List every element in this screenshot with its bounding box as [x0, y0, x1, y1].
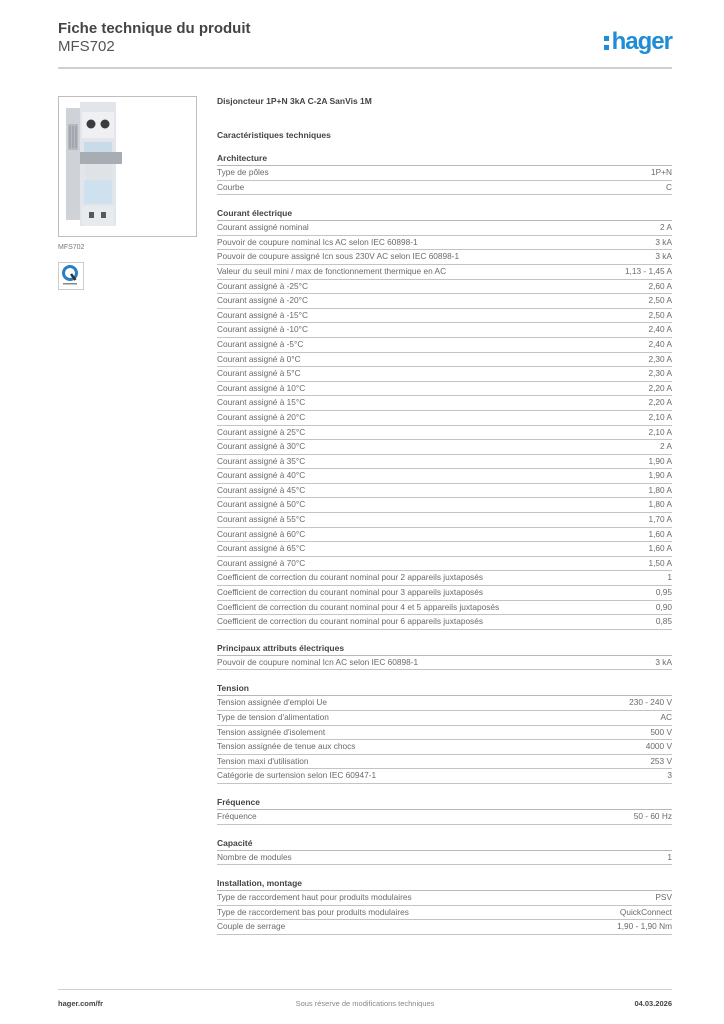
- spec-row: [217, 769, 672, 784]
- spec-row: [217, 236, 672, 251]
- spec-label: Courant assigné à 50°C: [217, 499, 306, 510]
- spec-value: QuickConnect: [619, 906, 672, 917]
- spec-value: 1,70 A: [648, 514, 672, 525]
- spec-row: [217, 323, 672, 338]
- spec-groups: [217, 153, 672, 935]
- spec-label: Type de raccordement haut pour produits modulaires: [217, 892, 412, 903]
- spec-value: 2,40 A: [648, 338, 672, 349]
- spec-value: 3 kA: [655, 236, 672, 247]
- spec-label: Courant assigné à 40°C: [217, 470, 306, 481]
- spec-label: Courant assigné à 15°C: [217, 397, 306, 408]
- spec-value: 3 kA: [655, 656, 672, 667]
- spec-label: Courant assigné à 25°C: [217, 426, 306, 437]
- spec-row: [217, 469, 672, 484]
- spec-group: [217, 797, 672, 825]
- spec-row: [217, 740, 672, 755]
- spec-row: [217, 455, 672, 470]
- spec-row: [217, 396, 672, 411]
- product-code: MFS702: [58, 38, 115, 55]
- spec-value: C: [666, 181, 672, 192]
- spec-label: Pouvoir de coupure nominal Icn AC selon IEC 60898-1: [217, 656, 419, 667]
- image-caption: MFS702: [58, 244, 85, 251]
- spec-label: Coefficient de correction du courant nominal pour 4 et 5 appareils juxtaposés: [217, 601, 500, 612]
- spec-label: Tension assignée d'emploi Ue: [217, 697, 327, 708]
- spec-label: Type de tension d'alimentation: [217, 712, 329, 722]
- spec-group-title: Fréquence: [217, 797, 672, 810]
- page-header: [58, 20, 672, 56]
- spec-row: [217, 571, 672, 586]
- spec-group-title: Tension: [217, 683, 672, 696]
- spec-value: 1,13 - 1,45 A: [624, 265, 672, 276]
- spec-row: [217, 906, 672, 921]
- spec-row: [217, 810, 672, 825]
- spec-label: Tension maxi d'utilisation: [217, 755, 309, 766]
- spec-label: Coefficient de correction du courant nominal pour 6 appareils juxtaposés: [217, 616, 483, 627]
- product-name: Disjoncteur 1P+N 3kA C-2A SanVis 1M: [217, 96, 372, 106]
- spec-label: Tension assignée d'isolement: [217, 726, 326, 737]
- spec-label: Courbe: [217, 181, 245, 192]
- spec-value: 3: [667, 770, 672, 781]
- circuit-breaker-image: [66, 102, 124, 230]
- spec-row: [217, 615, 672, 630]
- spec-label: Courant assigné à -20°C: [217, 295, 308, 306]
- spec-group-title: Architecture: [217, 153, 672, 166]
- spec-label: Fréquence: [217, 810, 257, 821]
- spec-label: Tension assignée de tenue aux chocs: [217, 741, 356, 752]
- spec-group-title: Courant électrique: [217, 208, 672, 221]
- spec-row: [217, 542, 672, 557]
- spec-label: Courant assigné à 55°C: [217, 514, 306, 525]
- spec-value: 1,60 A: [648, 543, 672, 554]
- spec-value: 0,85: [655, 616, 672, 627]
- spec-row: [217, 382, 672, 397]
- spec-row: [217, 601, 672, 616]
- spec-label: Courant assigné à -10°C: [217, 324, 308, 335]
- spec-row: [217, 309, 672, 324]
- spec-group: [217, 878, 672, 935]
- spec-row: [217, 294, 672, 309]
- spec-value: 2,30 A: [648, 368, 672, 379]
- spec-label: Coefficient de correction du courant nominal pour 2 appareils juxtaposés: [217, 572, 483, 583]
- footer-disclaimer: Sous réserve de modifications techniques: [295, 999, 435, 1008]
- spec-value: 1,80 A: [648, 499, 672, 510]
- spec-label: Courant assigné à 45°C: [217, 484, 306, 495]
- spec-label: Couple de serrage: [217, 921, 286, 932]
- spec-group-title: Principaux attributs électriques: [217, 643, 672, 656]
- spec-value: 253 V: [650, 755, 672, 766]
- spec-value: 1,90 A: [648, 455, 672, 466]
- spec-label: Pouvoir de coupure assigné Icn sous 230V AC selon IEC 60898-1: [217, 251, 460, 262]
- spec-label: Pouvoir de coupure nominal Ics AC selon IEC 60898-1: [217, 236, 418, 247]
- spec-row: [217, 181, 672, 196]
- spec-row: [217, 338, 672, 353]
- spec-value: 1,60 A: [648, 528, 672, 539]
- spec-group: [217, 683, 672, 784]
- spec-value: 4000 V: [645, 741, 672, 752]
- spec-value: 2,20 A: [648, 382, 672, 393]
- spec-value: 2,10 A: [648, 411, 672, 422]
- spec-value: 2 A: [660, 441, 672, 452]
- section-title: Caractéristiques techniques: [217, 130, 331, 140]
- logo-colon-icon: [604, 36, 610, 50]
- spec-row: [217, 851, 672, 866]
- spec-value: 1,90 - 1,90 Nm: [617, 921, 672, 932]
- spec-value: 230 - 240 V: [629, 697, 672, 708]
- spec-label: Type de raccordement bas pour produits modulaires: [217, 906, 409, 917]
- spec-value: 2,50 A: [648, 309, 672, 320]
- spec-row: [217, 498, 672, 513]
- badge-q-icon: [59, 263, 81, 287]
- spec-row: [217, 726, 672, 741]
- spec-label: Valeur du seuil mini / max de fonctionnement thermique en AC: [217, 265, 447, 276]
- spec-label: Courant assigné à 70°C: [217, 557, 306, 568]
- spec-row: [217, 353, 672, 368]
- spec-row: [217, 513, 672, 528]
- spec-row: [217, 426, 672, 441]
- product-image-column: [58, 96, 198, 290]
- spec-row: [217, 484, 672, 499]
- spec-label: Catégorie de surtension selon IEC 60947-1: [217, 770, 377, 781]
- spec-value: 0,95: [655, 587, 672, 598]
- spec-row: [217, 891, 672, 906]
- footer-date: 04.03.2026: [634, 999, 672, 1008]
- spec-value: 1,80 A: [648, 484, 672, 495]
- spec-value: 1: [667, 572, 672, 583]
- spec-row: [217, 411, 672, 426]
- specifications: [217, 95, 672, 935]
- hager-logo: [604, 28, 672, 56]
- spec-row: [217, 586, 672, 601]
- spec-label: Coefficient de correction du courant nominal pour 3 appareils juxtaposés: [217, 587, 483, 598]
- spec-row: [217, 557, 672, 572]
- spec-label: Courant assigné à 60°C: [217, 528, 306, 539]
- spec-label: Courant assigné à 35°C: [217, 455, 306, 466]
- spec-row: [217, 656, 672, 671]
- footer-divider: [58, 989, 672, 990]
- spec-row: [217, 280, 672, 295]
- spec-group: [217, 208, 672, 630]
- spec-value: 1,50 A: [648, 557, 672, 568]
- spec-value: 3 kA: [655, 251, 672, 262]
- spec-label: Courant assigné nominal: [217, 222, 309, 233]
- document-title: Fiche technique du produit: [58, 20, 251, 37]
- spec-label: Courant assigné à 20°C: [217, 411, 306, 422]
- spec-value: PSV: [655, 892, 672, 903]
- spec-row: [217, 367, 672, 382]
- spec-label: Courant assigné à 10°C: [217, 382, 306, 393]
- spec-value: 2,10 A: [648, 426, 672, 437]
- spec-value: 2,50 A: [648, 295, 672, 306]
- spec-row: [217, 265, 672, 280]
- spec-row: [217, 221, 672, 236]
- spec-value: 50 - 60 Hz: [633, 810, 672, 821]
- spec-label: Courant assigné à -5°C: [217, 338, 304, 349]
- spec-value: AC: [660, 712, 672, 722]
- spec-label: Courant assigné à 30°C: [217, 441, 306, 452]
- spec-group: [217, 153, 672, 195]
- spec-value: 2 A: [660, 222, 672, 233]
- spec-value: 0,90: [655, 601, 672, 612]
- spec-row: [217, 250, 672, 265]
- spec-row: [217, 440, 672, 455]
- spec-value: 2,20 A: [648, 397, 672, 408]
- spec-group-title: Installation, montage: [217, 878, 672, 891]
- spec-group: [217, 643, 672, 671]
- spec-label: Courant assigné à -25°C: [217, 280, 308, 291]
- spec-value: 1: [667, 851, 672, 862]
- footer-website-link[interactable]: hager.com/fr: [58, 999, 104, 1008]
- spec-group: [217, 838, 672, 866]
- spec-label: Courant assigné à 0°C: [217, 353, 301, 364]
- product-image: [58, 96, 197, 237]
- spec-label: Courant assigné à 65°C: [217, 543, 306, 554]
- spec-label: Courant assigné à 5°C: [217, 368, 301, 379]
- spec-row: [217, 711, 672, 726]
- spec-value: 1,90 A: [648, 470, 672, 481]
- spec-label: Type de pôles: [217, 167, 269, 177]
- spec-row: [217, 166, 672, 181]
- spec-label: Courant assigné à -15°C: [217, 309, 308, 320]
- spec-row: [217, 755, 672, 770]
- spec-row: [217, 920, 672, 935]
- spec-value: 2,40 A: [648, 324, 672, 335]
- header-divider: [58, 67, 672, 69]
- logo-text: hager: [611, 28, 672, 55]
- spec-row: [217, 696, 672, 711]
- quickconnect-badge-icon: [58, 262, 84, 290]
- spec-group-title: Capacité: [217, 838, 672, 851]
- spec-value: 1P+N: [651, 167, 672, 177]
- spec-row: [217, 528, 672, 543]
- spec-label: Nombre de modules: [217, 851, 292, 862]
- spec-value: 2,30 A: [648, 353, 672, 364]
- spec-value: 500 V: [650, 726, 672, 737]
- spec-value: 2,60 A: [648, 280, 672, 291]
